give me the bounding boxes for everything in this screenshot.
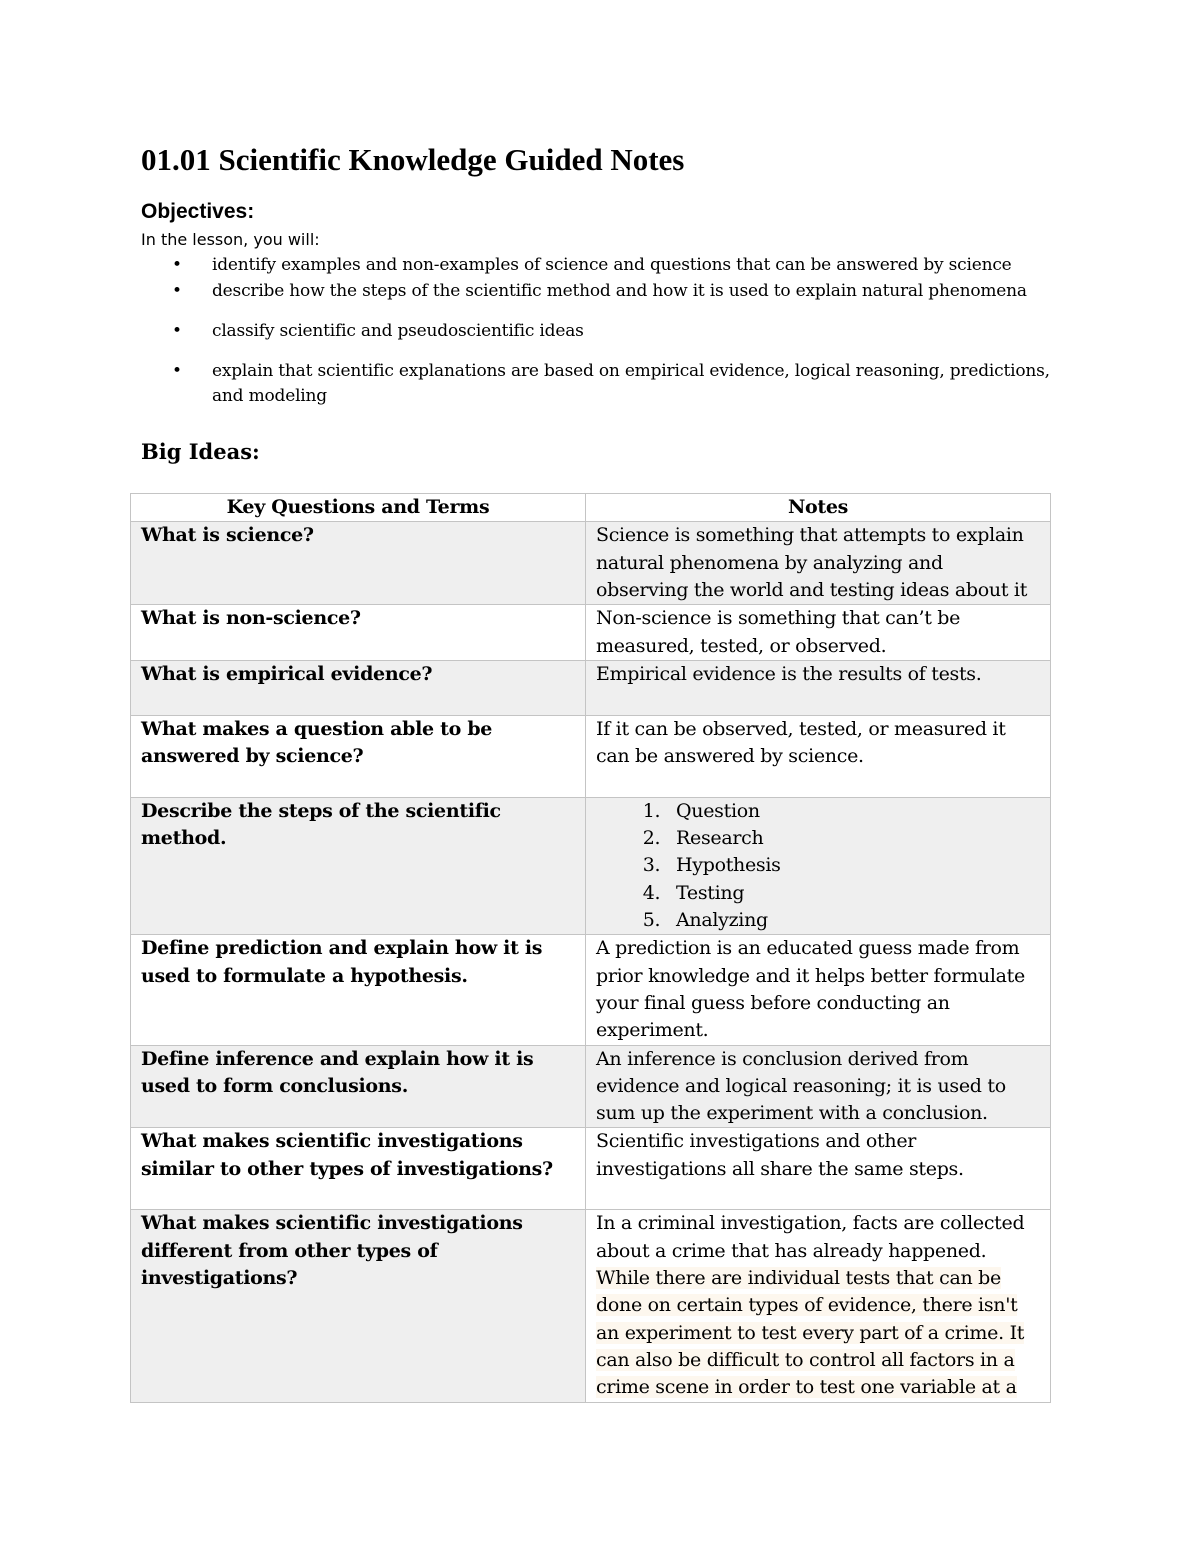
- notes-cell: Empirical evidence is the results of tests.: [586, 660, 1051, 715]
- question-cell: Describe the steps of the scientific method.: [131, 797, 586, 934]
- column-header-questions: Key Questions and Terms: [131, 494, 586, 522]
- table-row: [131, 1045, 1051, 1128]
- bullet-icon: •: [172, 321, 182, 341]
- notes-cell: A prediction is an educated guess made from prior knowledge and it helps better formulate your final guess before conducting an experiment.: [586, 935, 1051, 1045]
- notes-cell: Non-science is something that can’t be measured, tested, or observed.: [586, 605, 1051, 661]
- objective-text: describe how the steps of the scientific method and how it is used to explain natural phenomena: [212, 281, 1027, 301]
- notes-cell: If it can be observed, tested, or measured it can be answered by science.: [586, 715, 1051, 797]
- bullet-icon: •: [172, 361, 182, 381]
- list-item: 5. Analyzing: [666, 907, 1040, 934]
- list-item: 4. Testing: [666, 880, 1040, 907]
- table-row: [131, 522, 1051, 605]
- question-cell: What is non-science?: [131, 605, 586, 661]
- question-cell: What is science?: [131, 522, 586, 605]
- question-cell: What is empirical evidence?: [131, 660, 586, 715]
- objective-text: explain that scientific explanations are based on empirical evidence, logical reasoning, predictions, and modeling: [212, 361, 1050, 406]
- table-row: [131, 1128, 1051, 1210]
- objectives-heading: Objectives:: [141, 200, 255, 223]
- notes-cell: [586, 1210, 1051, 1402]
- objectives-intro: In the lesson, you will:: [141, 230, 320, 249]
- notes-cell: Scientific investigations and other investigations all share the same steps.: [586, 1128, 1051, 1210]
- bullet-icon: •: [172, 255, 182, 275]
- question-cell: What makes scientific investigations similar to other types of investigations?: [131, 1128, 586, 1210]
- column-header-notes: Notes: [586, 494, 1051, 522]
- list-item: 3. Hypothesis: [666, 852, 1040, 879]
- notes-cell: An inference is conclusion derived from evidence and logical reasoning; it is used to sum up the experiment with a conclusion.: [586, 1045, 1051, 1128]
- table-row: [131, 660, 1051, 715]
- table-row: [131, 715, 1051, 797]
- table-row: [131, 797, 1051, 934]
- scientific-method-steps: [596, 798, 1040, 934]
- notes-cell: Science is something that attempts to explain natural phenomena by analyzing and observing the world and testing ideas about it: [586, 522, 1051, 605]
- table-header-row: [131, 494, 1051, 522]
- list-item: 2. Research: [666, 825, 1040, 852]
- question-cell: What makes a question able to be answered by science?: [131, 715, 586, 797]
- bullet-icon: •: [172, 281, 182, 301]
- big-ideas-heading: Big Ideas:: [141, 439, 260, 464]
- objective-text: identify examples and non-examples of science and questions that can be answered by science: [212, 255, 1012, 275]
- question-cell: What makes scientific investigations different from other types of investigations?: [131, 1210, 586, 1402]
- question-cell: Define prediction and explain how it is used to formulate a hypothesis.: [131, 935, 586, 1045]
- page-title: 01.01 Scientific Knowledge Guided Notes: [141, 142, 685, 177]
- highlighted-notes-text: While there are individual tests that can be done on certain types of evidence, there isn't an experiment to test every part of a crime. It can also be difficult to control all factors in a crime scene in order to test one variable at a: [596, 1267, 1025, 1399]
- table-row: [131, 605, 1051, 661]
- table-row: [131, 1210, 1051, 1402]
- list-item: 1. Question: [666, 798, 1040, 825]
- notes-text: In a criminal investigation, facts are collected about a crime that has already happened.: [596, 1212, 1025, 1262]
- objective-text: classify scientific and pseudoscientific ideas: [212, 321, 584, 341]
- question-cell: Define inference and explain how it is used to form conclusions.: [131, 1045, 586, 1128]
- table-row: [131, 935, 1051, 1045]
- notes-cell: [586, 797, 1051, 934]
- notes-table: [130, 493, 1051, 1403]
